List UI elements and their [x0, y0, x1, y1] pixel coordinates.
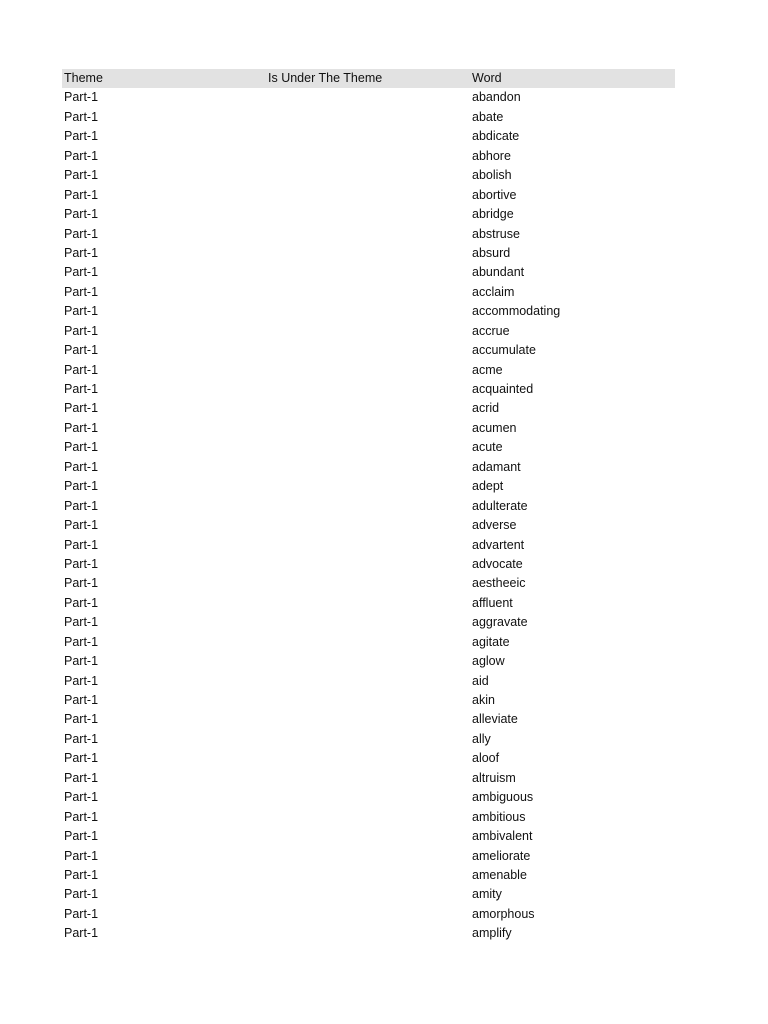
cell-word: acme	[472, 362, 503, 377]
cell-theme: Part-1	[64, 576, 99, 591]
cell-word: abdicate	[472, 129, 520, 144]
cell-theme: Part-1	[64, 207, 99, 222]
word-table	[62, 69, 675, 944]
cell-word: aid	[472, 673, 489, 688]
cell-theme: Part-1	[64, 479, 99, 494]
table-row	[62, 88, 675, 107]
cell-theme: Part-1	[64, 90, 99, 105]
table-row	[62, 380, 675, 399]
table-header-row	[62, 69, 675, 88]
table-row	[62, 166, 675, 185]
cell-theme: Part-1	[64, 906, 99, 921]
cell-word: acute	[472, 440, 503, 455]
cell-theme: Part-1	[64, 654, 99, 669]
cell-word: adept	[472, 479, 504, 494]
table-row	[62, 594, 675, 613]
cell-word: aestheeic	[472, 576, 526, 591]
table-row	[62, 127, 675, 146]
cell-word: amorphous	[472, 906, 535, 921]
cell-word: abstruse	[472, 226, 520, 241]
cell-theme: Part-1	[64, 459, 99, 474]
table-row	[62, 924, 675, 943]
cell-word: ambiguous	[472, 790, 534, 805]
table-row	[62, 555, 675, 574]
table-row	[62, 205, 675, 224]
table-row	[62, 263, 675, 282]
table-row	[62, 516, 675, 535]
cell-theme: Part-1	[64, 498, 99, 513]
cell-word: altruism	[472, 770, 516, 785]
cell-theme: Part-1	[64, 440, 99, 455]
cell-word: accumulate	[472, 343, 536, 358]
cell-theme: Part-1	[64, 693, 99, 707]
table-row	[62, 827, 675, 846]
table-row	[62, 574, 675, 593]
cell-word: alleviate	[472, 712, 518, 727]
cell-word: ambivalent	[472, 829, 533, 844]
cell-theme: Part-1	[64, 887, 99, 902]
table-row	[62, 808, 675, 827]
cell-word: amity	[472, 887, 502, 902]
cell-theme: Part-1	[64, 284, 99, 299]
table-row	[62, 613, 675, 632]
table-row	[62, 672, 675, 691]
cell-word: abhore	[472, 148, 511, 163]
cell-theme: Part-1	[64, 829, 99, 844]
table-row	[62, 905, 675, 924]
table-row	[62, 438, 675, 457]
cell-word: affluent	[472, 595, 513, 610]
table-row	[62, 225, 675, 244]
cell-theme: Part-1	[64, 790, 99, 805]
table-body	[62, 88, 675, 943]
cell-word: abundant	[472, 265, 525, 280]
table-row	[62, 361, 675, 380]
table-row	[62, 147, 675, 166]
cell-word: acrid	[472, 401, 500, 416]
table-row	[62, 847, 675, 866]
header-theme: Theme	[64, 71, 103, 85]
cell-theme: Part-1	[64, 323, 99, 338]
cell-word: abridge	[472, 207, 514, 222]
table-row	[62, 244, 675, 263]
table-row	[62, 322, 675, 341]
cell-theme: Part-1	[64, 187, 99, 202]
cell-theme: Part-1	[64, 401, 99, 416]
cell-theme: Part-1	[64, 556, 99, 571]
cell-theme: Part-1	[64, 109, 99, 124]
cell-theme: Part-1	[64, 595, 99, 610]
cell-word: abolish	[472, 168, 512, 183]
cell-theme: Part-1	[64, 382, 99, 396]
table-row	[62, 341, 675, 360]
table-row	[62, 419, 675, 438]
cell-word: akin	[472, 693, 495, 707]
cell-theme: Part-1	[64, 809, 99, 824]
cell-word: abandon	[472, 90, 521, 105]
cell-theme: Part-1	[64, 537, 99, 552]
cell-word: aglow	[472, 654, 505, 669]
header-is-under-the-theme: Is Under The Theme	[268, 71, 383, 85]
cell-theme: Part-1	[64, 304, 99, 319]
table-row	[62, 497, 675, 516]
table-row	[62, 302, 675, 321]
cell-theme: Part-1	[64, 168, 99, 183]
cell-word: adamant	[472, 459, 521, 474]
cell-theme: Part-1	[64, 615, 99, 630]
cell-theme: Part-1	[64, 362, 99, 377]
cell-theme: Part-1	[64, 245, 99, 260]
cell-word: ameliorate	[472, 848, 531, 863]
cell-word: acclaim	[472, 284, 515, 299]
cell-theme: Part-1	[64, 420, 99, 435]
table-row	[62, 283, 675, 302]
table-row	[62, 399, 675, 418]
cell-word: abate	[472, 109, 504, 124]
cell-theme: Part-1	[64, 148, 99, 163]
cell-word: aggravate	[472, 615, 528, 630]
cell-word: accrue	[472, 323, 510, 338]
table-row	[62, 186, 675, 205]
table-row	[62, 730, 675, 749]
cell-theme: Part-1	[64, 848, 99, 863]
cell-theme: Part-1	[64, 731, 99, 746]
cell-word: advartent	[472, 537, 525, 552]
cell-word: absurd	[472, 245, 511, 260]
cell-theme: Part-1	[64, 751, 99, 766]
table-row	[62, 477, 675, 496]
table-row	[62, 749, 675, 768]
cell-theme: Part-1	[64, 518, 99, 533]
table-row	[62, 866, 675, 885]
cell-word: acquainted	[472, 382, 534, 396]
cell-theme: Part-1	[64, 129, 99, 144]
cell-theme: Part-1	[64, 673, 99, 688]
table-row	[62, 885, 675, 904]
cell-word: ally	[472, 731, 491, 746]
cell-word: amenable	[472, 867, 527, 882]
cell-word: acumen	[472, 420, 517, 435]
cell-word: accommodating	[472, 304, 561, 319]
cell-theme: Part-1	[64, 634, 99, 649]
header-word: Word	[472, 71, 502, 85]
table-row	[62, 108, 675, 127]
cell-theme: Part-1	[64, 226, 99, 241]
cell-word: adverse	[472, 518, 517, 533]
cell-theme: Part-1	[64, 867, 99, 882]
table-row	[62, 788, 675, 807]
cell-word: adulterate	[472, 498, 528, 513]
table-row	[62, 652, 675, 671]
cell-theme: Part-1	[64, 770, 99, 785]
cell-word: agitate	[472, 634, 510, 649]
cell-theme: Part-1	[64, 343, 99, 358]
table-row	[62, 691, 675, 710]
table-row	[62, 710, 675, 729]
cell-word: aloof	[472, 751, 500, 766]
cell-word: advocate	[472, 556, 523, 571]
cell-word: abortive	[472, 187, 517, 202]
cell-word: ambitious	[472, 809, 526, 824]
cell-word: amplify	[472, 926, 512, 941]
table-row	[62, 633, 675, 652]
cell-theme: Part-1	[64, 926, 99, 941]
cell-theme: Part-1	[64, 712, 99, 727]
table-row	[62, 769, 675, 788]
cell-theme: Part-1	[64, 265, 99, 280]
table-row	[62, 458, 675, 477]
table-row	[62, 536, 675, 555]
